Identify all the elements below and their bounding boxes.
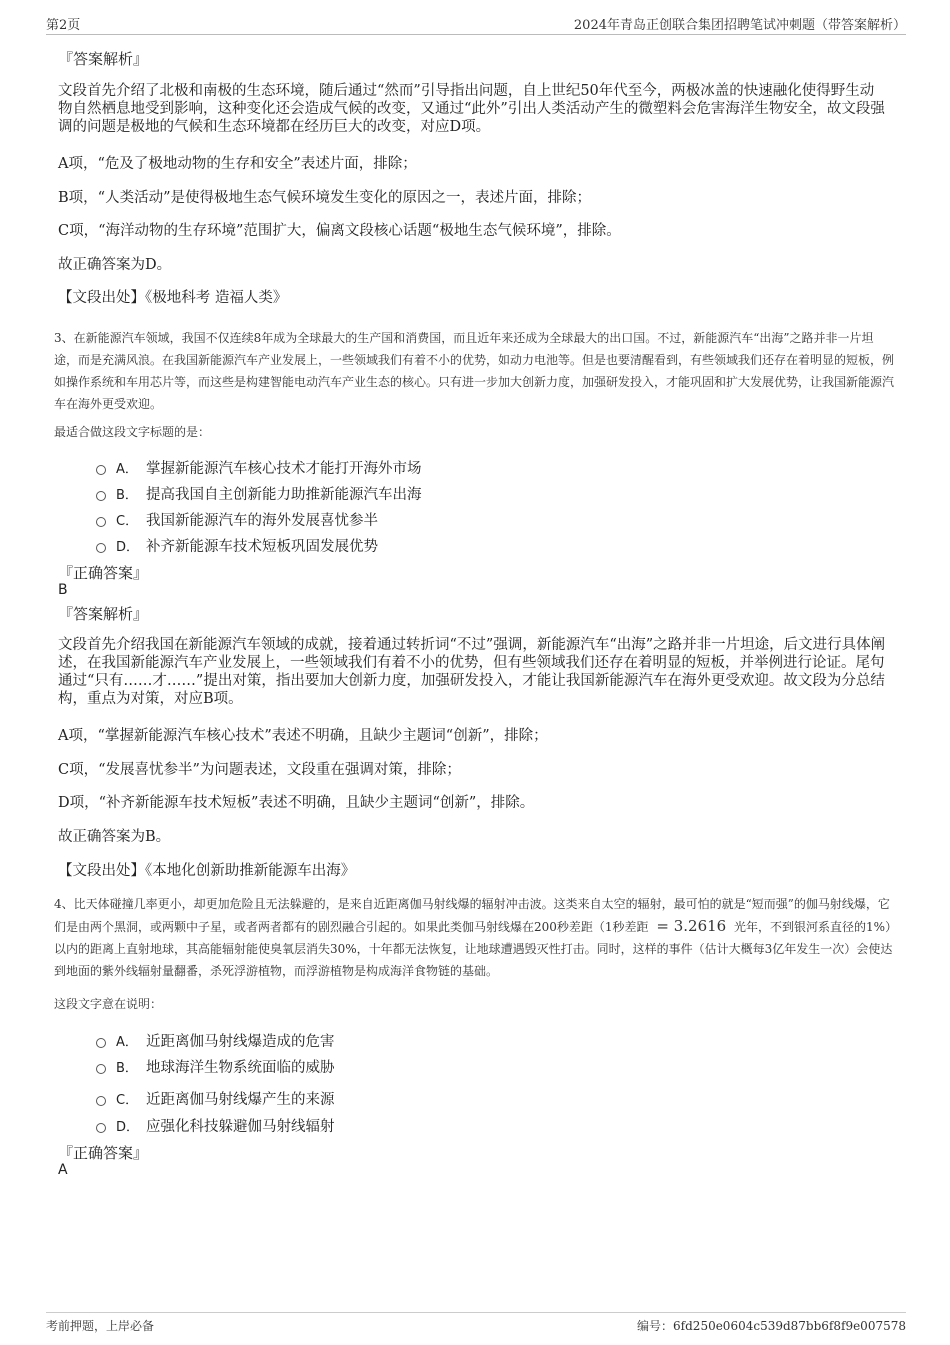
question-4-option-d[interactable] <box>96 1115 335 1136</box>
analysis-paragraph: 文段首先介绍我国在新能源汽车领域的成就，接着通过转折词“不过”强调，新能源汽车“出海”之路并非一片坦途，后文进行具体阐述，在我国新能源汽车产业发展上，一些领域我们有着不小的优势，但有些领域我们还存在着明显的短板，并举例进行论证。尾句通过“只有……才……”提出对策，指出要加大创新力度，加强研发投入，才能让我国新能源汽车在海外更受欢迎。故文段为分总结构，重点为对策，对应B项。 <box>58 637 886 707</box>
question-4-text-part1: 4、比天体碰撞几率更小，却更加危险且无法躲避的，是来自近距离伽马射线爆的辐射冲击波。这类来自太空的辐射，最可怕的就是“短而强”的伽马射线爆，它们是由两个黑洞，或两颗中子星，或者两者都有的剧烈融合引起的。如果此类伽马射线爆在200秒差距（1秒差距 <box>54 897 890 934</box>
page-number: 第2页 <box>46 18 81 33</box>
analysis-line-b: B项，“人类活动”是使得极地生态气候环境发生变化的原因之一，表述片面，排除； <box>58 190 591 206</box>
source-citation: 【文段出处】《极地科考 造福人类》 <box>58 290 288 306</box>
question-4-option-a[interactable] <box>96 1030 335 1051</box>
option-text: 补齐新能源车技术短板巩固发展优势 <box>146 539 378 555</box>
analysis-conclusion: 故正确答案为B。 <box>58 829 171 845</box>
radio-button-icon[interactable] <box>96 543 106 553</box>
question-4-text-part2: 光年，不到银河系直径的1%）以内的距离上直射地球，其高能辐射能使臭氧层消失30%，十年都无法恢复，让地球遭遇毁灭性打击。同时，这样的事件（估计大概每3亿年发生一次）会使达到地面的紫外线辐射量翻番，杀死浮游植物，而浮游植物是构成海洋食物链的基础。 <box>54 920 893 978</box>
math-formula: = 3.2616 <box>656 917 727 935</box>
question-3-option-d[interactable] <box>96 535 378 556</box>
option-letter: D． <box>116 540 140 555</box>
analysis-line-a: A项，“危及了极地动物的生存和安全”表述片面，排除； <box>58 156 417 172</box>
option-text: 我国新能源汽车的海外发展喜忧参半 <box>146 513 378 529</box>
option-letter: C． <box>116 514 139 529</box>
document-id: 编号：6fd250e0604c539d87bb6f8f9e007578 <box>637 1319 906 1333</box>
option-letter: A． <box>116 462 138 477</box>
correct-answer-label: 『正确答案』 <box>58 564 149 582</box>
option-text: 地球海洋生物系统面临的威胁 <box>146 1060 335 1076</box>
footer-slogan: 考前押题，上岸必备 <box>46 1319 155 1333</box>
question-3-option-c[interactable] <box>96 509 378 530</box>
analysis-line-c: C项，“发展喜忧参半”为问题表述，文段重在强调对策，排除； <box>58 762 461 778</box>
page-footer <box>46 1312 906 1335</box>
option-text: 提高我国自主创新能力助推新能源汽车出海 <box>146 487 422 503</box>
question-4-prompt: 这段文字意在说明： <box>54 997 163 1011</box>
page-header <box>46 12 906 35</box>
question-4-option-b[interactable] <box>96 1056 335 1077</box>
analysis-line-a: A项，“掌握新能源汽车核心技术”表述不明确，且缺少主题词“创新”，排除； <box>58 728 548 744</box>
radio-button-icon[interactable] <box>96 1038 106 1048</box>
analysis-label: 『答案解析』 <box>58 50 149 68</box>
radio-button-icon[interactable] <box>96 1123 106 1133</box>
source-citation: 【文段出处】《本地化创新助推新能源车出海》 <box>58 863 356 879</box>
question-4-option-c[interactable] <box>96 1088 335 1109</box>
option-letter: C． <box>116 1093 139 1108</box>
analysis-line-c: C项，“海洋动物的生存环境”范围扩大，偏离文段核心话题“极地生态气候环境”，排除。 <box>58 223 621 239</box>
document-title: 2024年青岛正创联合集团招聘笔试冲刺题（带答案解析） <box>573 18 906 33</box>
radio-button-icon[interactable] <box>96 1064 106 1074</box>
option-letter: B． <box>116 1061 138 1076</box>
correct-answer-label: 『正确答案』 <box>58 1144 149 1162</box>
radio-button-icon[interactable] <box>96 517 106 527</box>
radio-button-icon[interactable] <box>96 465 106 475</box>
analysis-paragraph: 文段首先介绍了北极和南极的生态环境，随后通过“然而”引导指出问题，自上世纪50年代至今，两极冰盖的快速融化使得野生动物自然栖息地受到影响，这种变化还会造成气候的改变，又通过“此外”引出人类活动产生的微塑料会危害海洋生物安全，故文段强调的问题是极地的气候和生态环境都在经历巨大的改变，对应D项。 <box>58 83 885 135</box>
question-3-prompt: 最适合做这段文字标题的是： <box>54 425 211 439</box>
option-letter: D． <box>116 1120 140 1135</box>
option-text: 掌握新能源汽车核心技术才能打开海外市场 <box>146 461 422 477</box>
correct-answer-value: A <box>58 1162 68 1178</box>
option-text: 应强化科技躲避伽马射线辐射 <box>146 1119 335 1135</box>
question-3-option-b[interactable] <box>96 483 422 504</box>
radio-button-icon[interactable] <box>96 491 106 501</box>
analysis-label: 『答案解析』 <box>58 605 149 623</box>
analysis-line-d: D项，“补齐新能源车技术短板”表述不明确，且缺少主题词“创新”，排除。 <box>58 795 535 811</box>
analysis-conclusion: 故正确答案为D。 <box>58 257 172 273</box>
question-3-option-a[interactable] <box>96 457 422 478</box>
option-text: 近距离伽马射线爆造成的危害 <box>146 1034 335 1050</box>
question-4-text <box>54 893 894 982</box>
correct-answer-value: B <box>58 582 68 598</box>
option-text: 近距离伽马射线爆产生的来源 <box>146 1092 335 1108</box>
option-letter: A． <box>116 1035 138 1050</box>
question-3-text: 3、在新能源汽车领域，我国不仅连续8年成为全球最大的生产国和消费国，而且近年来还成为全球最大的出口国。不过，新能源汽车“出海”之路并非一片坦途，而是充满风浪。在我国新能源汽车产业发展上，一些领域我们有着不小的优势，如动力电池等。但是也要清醒看到，有些领域我们还存在着明显的短板，例如操作系统和车用芯片等，而这些是构建智能电动汽车产业生态的核心。只有进一步加大创新力度，加强研发投入，才能巩固和扩大发展优势，让我国新能源汽车在海外更受欢迎。 <box>54 331 895 411</box>
option-letter: B． <box>116 488 138 503</box>
radio-button-icon[interactable] <box>96 1096 106 1106</box>
